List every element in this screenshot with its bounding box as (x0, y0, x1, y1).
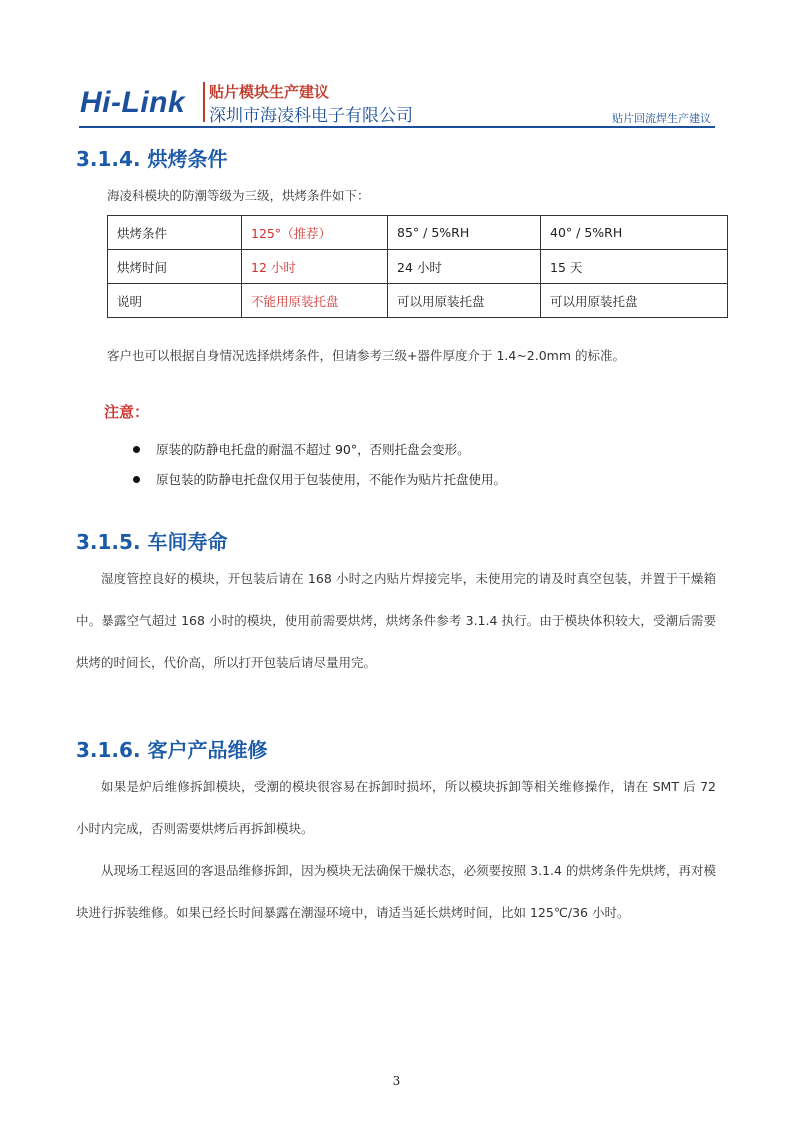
table-cell: 烘烤时间 (108, 250, 242, 284)
bullet-dot-icon (133, 446, 140, 453)
section-heading-3-1-4: 3.1.4. 烘烤条件 (76, 147, 228, 171)
table-cell: 125°（推荐） (242, 216, 388, 250)
table-cell: 40° / 5%RH (541, 216, 728, 250)
page-number: 3 (392, 1074, 401, 1088)
table-cell: 不能用原装托盘 (242, 284, 388, 318)
table-cell: 12 小时 (242, 250, 388, 284)
table-cell: 85° / 5%RH (388, 216, 541, 250)
table-cell: 烘烤条件 (108, 216, 242, 250)
bullet-text: 原包装的防静电托盘仅用于包装使用，不能作为贴片托盘使用。 (156, 472, 507, 487)
workshop-life-paragraph (76, 558, 716, 684)
baking-reference-note: 客户也可以根据自身情况选择烘烤条件，但请参考三级+器件厚度介于 1.4~2.0mm 的标准。 (107, 348, 626, 363)
attention-bullet (133, 470, 506, 488)
section-heading-3-1-5: 3.1.5. 车间寿命 (76, 530, 228, 554)
table-cell: 可以用原装托盘 (388, 284, 541, 318)
table-cell: 可以用原装托盘 (541, 284, 728, 318)
baking-conditions-table (107, 215, 728, 318)
repair-paragraphs (76, 766, 716, 934)
table-cell: 说明 (108, 284, 242, 318)
table-cell: 24 小时 (388, 250, 541, 284)
header-doc-title: 贴片回流焊生产建议 (612, 112, 711, 125)
header-rule (79, 126, 715, 128)
hilink-logo: Hi-Link (80, 86, 186, 119)
section-heading-3-1-6: 3.1.6. 客户产品维修 (76, 738, 268, 762)
paragraph-text: 如果是炉后维修拆卸模块，受潮的模块很容易在拆卸时损坏，所以模块拆卸等相关维修操作，请在 SMT 后 72 小时内完成，否则需要烘烤后再拆卸模块。 (76, 779, 716, 836)
paragraph-text: 从现场工程返回的客退品维修拆卸，因为模块无法确保干燥状态，必须要按照 3.1.4 的烘烤条件先烘烤，再对模块进行拆装维修。如果已经长时间暴露在潮湿环境中，请适当延长烘烤时间，比如 125℃/36 小时。 (76, 863, 716, 920)
paragraph-text: 湿度管控良好的模块，开包装后请在 168 小时之内贴片焊接完毕，未使用完的请及时真空包装，并置于干燥箱中。暴露空气超过 168 小时的模块，使用前需要烘烤，烘烤条件参考 3.1.4 执行。由于模块体积较大，受潮后需要烘烤的时间长，代价高，所以打开包装后请尽量用完。 (76, 571, 716, 670)
table-cell: 15 天 (541, 250, 728, 284)
header-brand-title: 贴片模块生产建议 (209, 83, 330, 101)
logo-divider (203, 82, 205, 122)
table-row (108, 250, 728, 284)
table-row (108, 284, 728, 318)
bullet-text: 原装的防静电托盘的耐温不超过 90°，否则托盘会变形。 (156, 442, 470, 457)
header-company-name: 深圳市海凌科电子有限公司 (209, 106, 413, 126)
baking-intro-text: 海凌科模块的防潮等级为三级，烘烤条件如下： (107, 188, 370, 203)
table-row (108, 216, 728, 250)
attention-bullet (133, 440, 470, 458)
attention-title: 注意： (104, 403, 150, 421)
bullet-dot-icon (133, 476, 140, 483)
